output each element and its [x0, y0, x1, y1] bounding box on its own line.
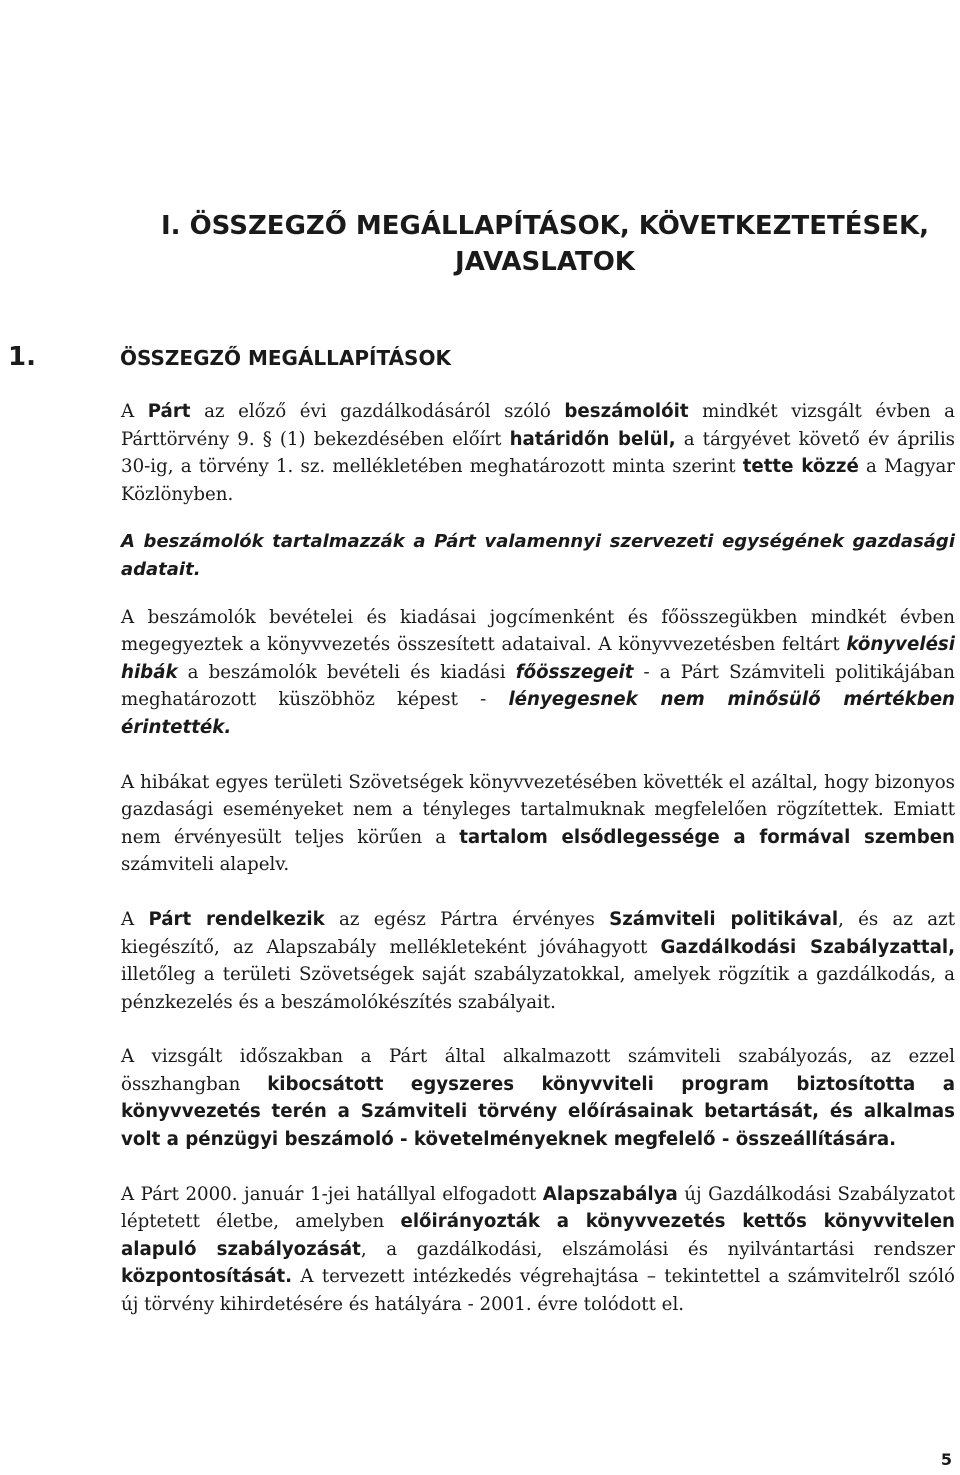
p1-bold-2: beszámolóit [564, 401, 689, 422]
p5-bold-2: Számviteli politikával [609, 908, 839, 930]
p7-text-3: , a gazdálkodási, elszámolási és nyilvántartási rendszer [360, 1238, 955, 1260]
p5-text-4: illetőleg a területi Szövetségek saját szabályzatokkal, amelyek rögzítik a gazdálkodás, a pénzkezelés és a beszámolókészítés szabályait. [121, 964, 955, 1013]
p3-text-3: - a Párt Számviteli politikájában meghatározott küszöbhöz képest - [121, 661, 955, 711]
p7-text-4: A tervezett intézkedés végrehajtása – tekintettel a számvitelről szóló új törvény kihirdetésére és hatályára - 2001. évre tolódott el. [121, 1266, 955, 1316]
title-line-1: I. ÖSSZEGZŐ MEGÁLLAPÍTÁSOK, KÖVETKEZTETÉSEK, [160, 211, 930, 241]
section-heading-text: ÖSSZEGZŐ MEGÁLLAPÍTÁSOK [120, 346, 451, 370]
p3-bold-1: könyvelési hibák [121, 634, 955, 683]
p7-text-1: A Párt 2000. január 1-jei hatállyal elfogadott [121, 1183, 543, 1205]
page-title [110, 208, 960, 280]
title-line-2: JAVASLATOK [455, 247, 635, 277]
p4-bold-1: tartalom elsődlegessége a formával szemben [459, 826, 956, 848]
paragraph-2-highlight: A beszámolók tartalmazzák a Párt valamennyi szervezeti egységének gazdasági adatait. [121, 531, 955, 580]
p6-text-1: A vizsgált időszakban a Párt által alkalmazott számviteli szabályozás, az ezzel összhangban [121, 1046, 955, 1095]
p1-bold-4: tette közzé [742, 456, 859, 478]
section-heading [8, 342, 451, 373]
p4-text-2: számviteli alapelv. [121, 854, 290, 876]
p6-bold-1: kibocsátott egyszeres könyvviteli program biztosította a könyvvezetés terén a Számviteli törvény előírásainak betartását, és alkalmas volt a pénzügyi beszámoló - követelményeknek megfelelő - összeállítására. [121, 1073, 955, 1151]
p5-text-2: az egész Pártra érvényes [324, 908, 610, 930]
paragraph-4 [121, 769, 955, 879]
p3-text-2: a beszámolók bevételi és kiadási [177, 661, 516, 683]
p3-bold-2: főösszegeit [515, 661, 634, 683]
section-number: 1. [8, 342, 36, 372]
p4-text-1: A hibákat egyes területi Szövetségek könyvvezetésében követték el azáltal, hogy bizonyos gazdasági eseményeket nem a tényleges tartalmuknak megfelelően rögzítettek. Emiatt nem érvényesült teljes körűen a [121, 771, 955, 848]
paragraph-1 [121, 398, 955, 508]
p5-text-3: , és az azt kiegészítő, az Alapszabály mellékleteként jóváhagyott [121, 908, 955, 958]
p1-text-2: az előző évi gazdálkodásáról szóló [190, 401, 565, 422]
page-number: 5 [940, 1450, 952, 1469]
paragraph-7 [121, 1181, 955, 1319]
p5-bold-1: Párt rendelkezik [148, 908, 325, 930]
p7-bold-1: Alapszabálya [542, 1183, 678, 1205]
p1-text-4: a tárgyévet követő év április 30-ig, a törvény 1. sz. mellékletében meghatározott minta szerint [121, 428, 955, 478]
p7-text-2: új Gazdálkodási Szabályzatot léptetett életbe, amelyben [121, 1183, 956, 1233]
p3-bold-3: lényegesnek nem minősülő mértékben érintették. [121, 689, 956, 738]
p1-text-5: a Magyar Közlönyben. [121, 456, 955, 505]
p5-bold-3: Gazdálkodási Szabályzattal, [660, 936, 955, 958]
body-text [121, 398, 955, 1346]
p1-bold-3: határidőn belül, [509, 428, 676, 450]
p1-bold-1: Párt [147, 401, 191, 422]
p7-bold-2: előirányozták a könyvvezetés kettős könyvvitelen alapuló szabályozását [121, 1211, 955, 1260]
paragraph-6 [121, 1043, 955, 1153]
p3-text-1: A beszámolók bevételei és kiadásai jogcímenként és főösszegükben mindkét évben megegyeztek a könyvvezetés összesített adataival. A könyvvezetésben feltárt [121, 606, 955, 656]
p1-text-1: A [121, 401, 148, 422]
paragraph-3 [121, 604, 955, 742]
p5-text-1: A [121, 908, 149, 930]
p7-bold-3: központosítását. [121, 1266, 293, 1288]
p1-text-3: mindkét vizsgált évben a Párttörvény 9. § (1) bekezdésében előírt [121, 401, 955, 450]
paragraph-5 [121, 906, 955, 1016]
